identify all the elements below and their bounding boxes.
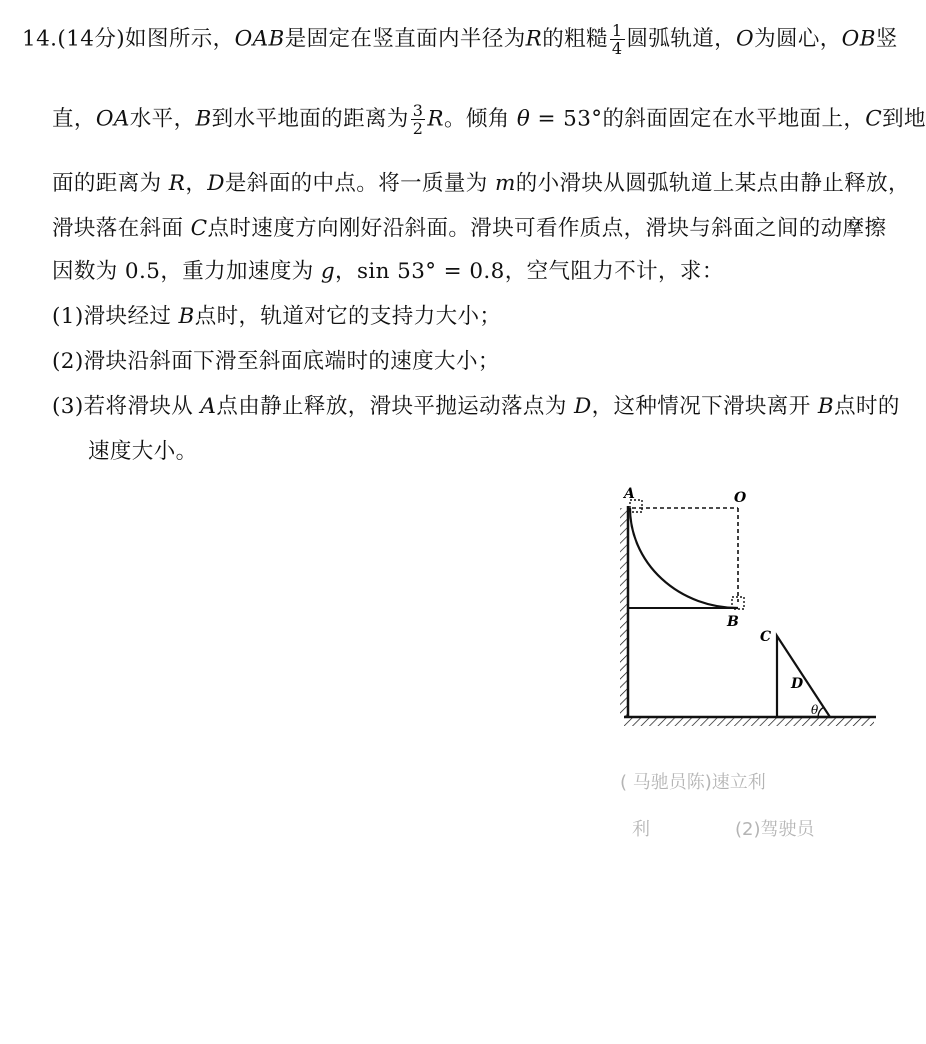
text: 圆弧轨道， — [626, 26, 737, 52]
text: 到地 — [882, 106, 926, 132]
text: 面的距离为 — [52, 171, 169, 196]
label-A: A — [624, 486, 635, 502]
var: R — [525, 26, 543, 52]
var: A — [200, 394, 217, 419]
var: θ — [516, 106, 531, 132]
quarter-arc-track — [630, 508, 738, 608]
text: (1)滑块经过 — [52, 304, 179, 329]
var: OA — [95, 106, 130, 132]
problem-line-1 — [22, 22, 898, 57]
var: m — [494, 171, 516, 196]
problem-line-4 — [52, 214, 886, 244]
problem-line-3 — [52, 169, 910, 199]
label-theta: θ — [811, 703, 819, 717]
question-3 — [52, 392, 900, 422]
angle-theta-arc — [818, 707, 824, 717]
label-O: O — [734, 490, 747, 506]
var: R — [168, 171, 186, 196]
var: B — [178, 304, 195, 329]
label-B: B — [727, 614, 739, 630]
text: ，sin 53° = 0.8，空气阻力不计，求： — [335, 259, 724, 284]
text: (3)若将滑块从 — [52, 394, 201, 419]
question-3-continued — [88, 437, 198, 467]
bleed-through-text: ( 马驰员陈)速立利 — [620, 772, 766, 793]
text: ， — [185, 171, 208, 196]
text: 水平， — [129, 106, 196, 132]
text: 速度大小。 — [88, 439, 198, 464]
problem-number: 14. — [22, 26, 58, 52]
var: D — [207, 171, 225, 196]
text: 点时速度方向刚好沿斜面。滑块可看作质点，滑块与斜面之间的动摩擦 — [207, 216, 887, 241]
var: C — [190, 216, 208, 241]
text: 如图所示， — [125, 26, 235, 52]
text: = 53°的斜面固定在水平地面上， — [530, 106, 866, 132]
label-D: D — [791, 676, 804, 692]
problem-line-5 — [52, 257, 724, 287]
fraction-one-quarter — [610, 22, 625, 57]
fraction-denominator: 4 — [611, 39, 623, 58]
fraction-numerator: 3 — [412, 101, 424, 120]
text: ，这种情况下滑块离开 — [591, 394, 818, 419]
var: B — [195, 106, 212, 132]
text: 的小滑块从圆弧轨道上某点由静止释放， — [515, 171, 910, 196]
fraction-three-halves — [411, 102, 426, 137]
text: 到水平地面的距离为 — [211, 106, 409, 132]
text: 直， — [52, 106, 96, 132]
var: C — [865, 106, 883, 132]
incline — [777, 636, 830, 717]
text: 点时的 — [834, 394, 900, 419]
var: R — [427, 106, 444, 132]
text: 滑块落在斜面 — [52, 216, 191, 241]
var: g — [320, 259, 336, 284]
text: 因数为 0.5，重力加速度为 — [52, 259, 321, 284]
var: D — [573, 394, 592, 419]
text: 点时，轨道对它的支持力大小； — [194, 304, 502, 329]
text: 点由静止释放，滑块平抛运动落点为 — [216, 394, 574, 419]
physics-diagram — [600, 478, 890, 748]
ground-hatching — [624, 718, 874, 726]
text: 竖 — [875, 26, 898, 52]
fraction-denominator: 2 — [412, 119, 424, 138]
text: 为圆心， — [754, 26, 842, 52]
var: OAB — [234, 26, 285, 52]
var: O — [736, 26, 755, 52]
question-1 — [52, 302, 501, 332]
bleed-through-text: (2)驾驶员 — [735, 819, 815, 840]
problem-points: (14分) — [57, 26, 126, 52]
text: 是斜面的中点。将一质量为 — [224, 171, 495, 196]
var: B — [817, 394, 835, 419]
label-C: C — [760, 629, 772, 645]
problem-line-2 — [52, 102, 926, 137]
bleed-through-text: 利 — [632, 819, 650, 840]
text: (2)滑块沿斜面下滑至斜面底端时的速度大小； — [52, 349, 500, 374]
var: OB — [841, 26, 876, 52]
text: 的粗糙 — [542, 26, 608, 52]
text: 是固定在竖直面内半径为 — [284, 26, 526, 52]
fraction-numerator: 1 — [611, 21, 623, 40]
text: 。倾角 — [443, 106, 517, 132]
question-2 — [52, 347, 500, 377]
